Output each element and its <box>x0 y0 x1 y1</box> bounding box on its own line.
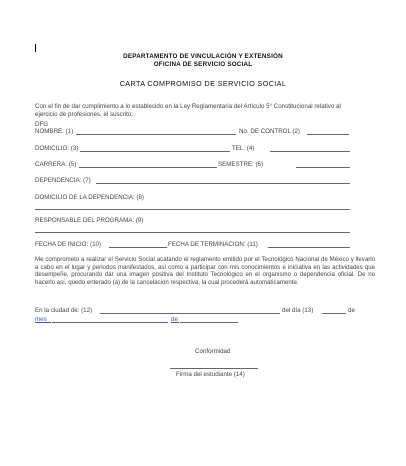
de-label: de <box>348 307 355 314</box>
semestre-field[interactable] <box>296 167 350 168</box>
carrera-field[interactable] <box>79 167 217 168</box>
tel-label: TEL: (4) <box>232 145 255 152</box>
signature-line[interactable] <box>170 368 258 369</box>
responsable-label: RESPONSABLE DEL PROGRAMA: (9) <box>35 217 144 224</box>
fecha-terminacion-label: FECHA DE TERMINACION: (11) <box>168 241 258 248</box>
domicilio-field[interactable] <box>80 151 230 152</box>
responsable-field[interactable] <box>35 232 350 233</box>
intro-prefix: DFG <box>35 121 49 128</box>
fecha-inicio-field[interactable] <box>109 247 167 248</box>
dependencia-field[interactable] <box>96 183 350 184</box>
fecha-terminacion-field[interactable] <box>268 247 350 248</box>
control-label: No. DE CONTROL (2) <box>239 128 300 135</box>
del-dia-label: del día (13) <box>282 307 314 314</box>
nombre-label: NOMBRE: (1) <box>35 128 74 135</box>
mes-field[interactable] <box>52 322 168 323</box>
dia-field[interactable] <box>322 313 346 314</box>
conformidad-label: Conformidad <box>195 348 231 355</box>
dependencia-label: DEPENDENCIA: (7) <box>35 177 91 184</box>
carrera-label: CARRERA: (5) <box>35 161 77 168</box>
de-mes-label: de <box>171 316 178 323</box>
ciudad-label: En la ciudad de: (12) <box>35 307 93 314</box>
tel-field[interactable] <box>270 151 350 152</box>
anio-field[interactable] <box>180 322 238 323</box>
firma-label: Firma del estudiante (14) <box>176 371 245 378</box>
domicilio-dependencia-label: DOMICILIO DE LA DEPENDENCIA: (8) <box>35 194 144 201</box>
de-mes-underline <box>171 322 179 323</box>
office-header: OFICINA DE SERVICIO SOCIAL <box>153 61 253 68</box>
intro-line-1: Con el fin de dar cumplimiento a lo establecido en la Ley Reglamentaria del Artículo 5° Constitucional relativo al <box>35 103 341 110</box>
intro-line-2: ejercicio de profesiones, el suscrito: <box>35 111 134 118</box>
semestre-label: SEMESTRE: (6) <box>218 161 264 168</box>
document-title: CARTA COMPROMISO DE SERVICIO SOCIAL <box>119 79 287 88</box>
department-header: DEPARTAMENTO DE VINCULACIÓN Y EXTENSIÓN <box>123 53 283 60</box>
fecha-inicio-label: FECHA DE INICIO: (10) <box>35 241 102 248</box>
mes-underline <box>35 322 51 323</box>
mes-label: mes <box>35 316 47 323</box>
control-field[interactable] <box>307 134 349 135</box>
domicilio-label: DOMICILIO: (3) <box>35 145 79 152</box>
domicilio-dependencia-field[interactable] <box>35 209 350 210</box>
commitment-paragraph: Me comprometo a realizar el Servicio Social acatando el reglamento emitido por el Tecnológico Nacional de México y llevarlo a cabo en el lugar y periodos manifestados, así como a participar con mis conocimientos e iniciativa en las actividades que desempeñe, procurando dar una imagen positiva del Instituto Tecnológico en el organismo o dependencia oficial. De no hacerlo así, quedo enterado (a) de la cancelación respectiva, la cual procederá automáticamente. <box>35 256 375 287</box>
text-cursor <box>35 44 36 52</box>
nombre-field[interactable] <box>76 134 236 135</box>
ciudad-field[interactable] <box>100 313 280 314</box>
